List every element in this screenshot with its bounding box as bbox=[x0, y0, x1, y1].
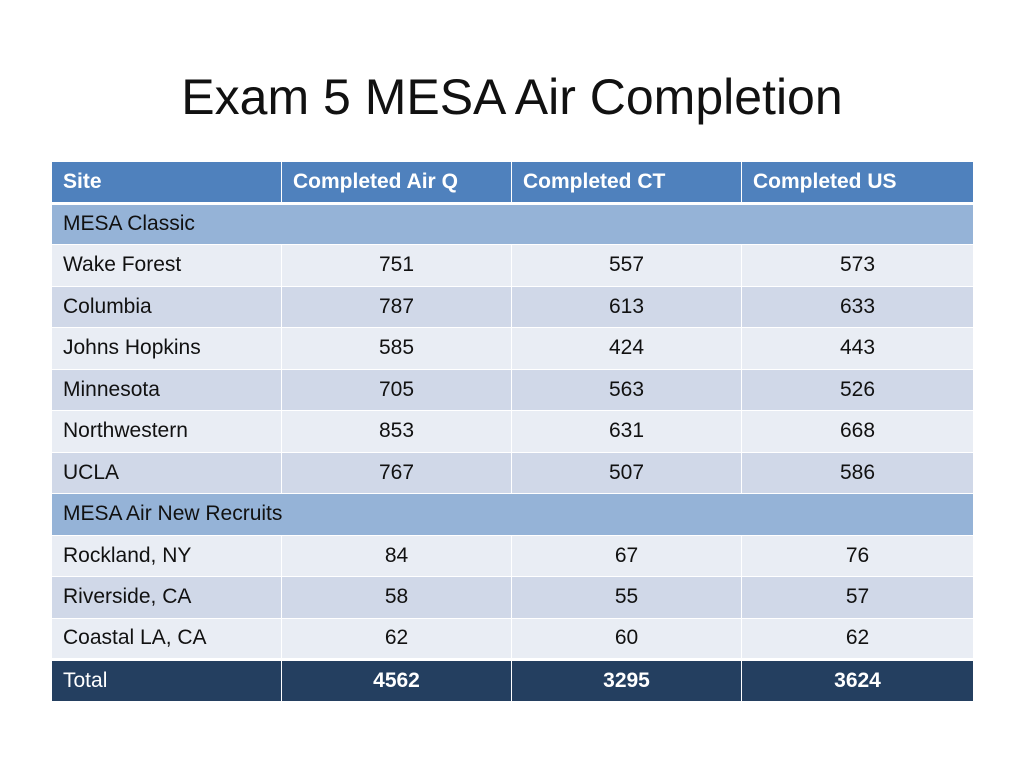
header-completed-air-q: Completed Air Q bbox=[282, 162, 512, 204]
air-q-cell: 751 bbox=[282, 245, 512, 287]
us-cell: 633 bbox=[742, 286, 974, 328]
table-row bbox=[52, 535, 974, 577]
ct-cell: 557 bbox=[512, 245, 742, 287]
us-cell: 573 bbox=[742, 245, 974, 287]
site-cell: Northwestern bbox=[52, 411, 282, 453]
us-cell: 76 bbox=[742, 535, 974, 577]
air-q-cell: 84 bbox=[282, 535, 512, 577]
total-us: 3624 bbox=[742, 660, 974, 702]
section-label: MESA Classic bbox=[52, 203, 974, 245]
table-row bbox=[52, 369, 974, 411]
us-cell: 586 bbox=[742, 452, 974, 494]
ct-cell: 563 bbox=[512, 369, 742, 411]
total-label: Total bbox=[52, 660, 282, 702]
table-row bbox=[52, 452, 974, 494]
total-row bbox=[52, 660, 974, 702]
site-cell: Wake Forest bbox=[52, 245, 282, 287]
slide-title: Exam 5 MESA Air Completion bbox=[181, 69, 843, 125]
ct-cell: 55 bbox=[512, 577, 742, 619]
site-cell: Columbia bbox=[52, 286, 282, 328]
section-label: MESA Air New Recruits bbox=[52, 494, 974, 536]
air-q-cell: 767 bbox=[282, 452, 512, 494]
ct-cell: 60 bbox=[512, 618, 742, 660]
us-cell: 57 bbox=[742, 577, 974, 619]
table-row bbox=[52, 328, 974, 370]
header-completed-us: Completed US bbox=[742, 162, 974, 204]
table-row bbox=[52, 286, 974, 328]
total-ct: 3295 bbox=[512, 660, 742, 702]
site-cell: Johns Hopkins bbox=[52, 328, 282, 370]
table-row bbox=[52, 245, 974, 287]
us-cell: 668 bbox=[742, 411, 974, 453]
ct-cell: 613 bbox=[512, 286, 742, 328]
air-q-cell: 787 bbox=[282, 286, 512, 328]
site-cell: Coastal LA, CA bbox=[52, 618, 282, 660]
site-cell: Rockland, NY bbox=[52, 535, 282, 577]
section-row-mesa-classic bbox=[52, 203, 974, 245]
table-row bbox=[52, 618, 974, 660]
air-q-cell: 705 bbox=[282, 369, 512, 411]
air-q-cell: 62 bbox=[282, 618, 512, 660]
header-completed-ct: Completed CT bbox=[512, 162, 742, 204]
ct-cell: 424 bbox=[512, 328, 742, 370]
site-cell: Riverside, CA bbox=[52, 577, 282, 619]
ct-cell: 507 bbox=[512, 452, 742, 494]
site-cell: UCLA bbox=[52, 452, 282, 494]
section-row-new-recruits bbox=[52, 494, 974, 536]
total-air-q: 4562 bbox=[282, 660, 512, 702]
table-row bbox=[52, 411, 974, 453]
table-row bbox=[52, 577, 974, 619]
table-header-row bbox=[52, 162, 974, 204]
us-cell: 62 bbox=[742, 618, 974, 660]
completion-table bbox=[51, 161, 974, 702]
ct-cell: 67 bbox=[512, 535, 742, 577]
us-cell: 526 bbox=[742, 369, 974, 411]
us-cell: 443 bbox=[742, 328, 974, 370]
air-q-cell: 58 bbox=[282, 577, 512, 619]
header-site: Site bbox=[52, 162, 282, 204]
air-q-cell: 853 bbox=[282, 411, 512, 453]
site-cell: Minnesota bbox=[52, 369, 282, 411]
air-q-cell: 585 bbox=[282, 328, 512, 370]
ct-cell: 631 bbox=[512, 411, 742, 453]
